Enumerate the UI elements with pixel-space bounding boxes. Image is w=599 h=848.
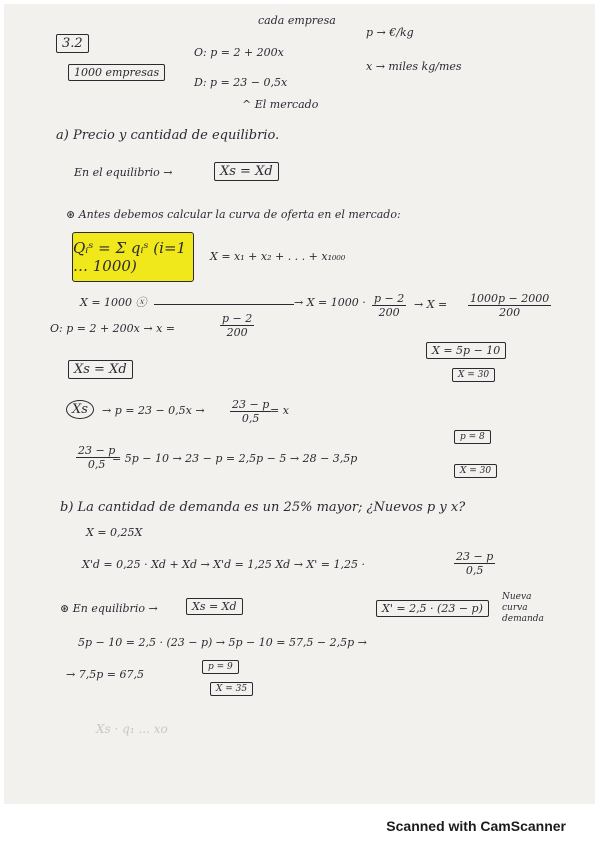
supply-equation: O: p = 2 + 200x (194, 46, 284, 59)
quantity-result-b: X = 35 (210, 682, 253, 696)
equilibrium-box: Xs = Xd (68, 360, 133, 379)
xs-circle: Xs (66, 400, 94, 419)
demand-equation: D: p = 23 − 0,5x (194, 76, 288, 89)
aggregate-x: X = 1000 ⓧ (80, 296, 147, 309)
aggregate-arrow: → X = 1000 · (294, 296, 366, 309)
new-quantity-row: X = 0,25X (86, 526, 143, 539)
fraction-numerator: p − 2 (222, 312, 253, 325)
new-demand-curve: X' = 2,5 · (23 − p) (376, 600, 489, 617)
equilibrium-condition: Xs = Xd (214, 162, 279, 181)
part-a-title: a) Precio y cantidad de equilibrio. (56, 128, 280, 143)
price-result-a: p = 8 (454, 430, 491, 444)
new-equilibrium-intro: ⊛ En equilibrio → (60, 602, 158, 615)
fraction-numerator: 23 − p (78, 444, 116, 457)
quantity-result-a2: X = 30 (454, 464, 497, 478)
note-market: ^ El mercado (242, 98, 319, 111)
individual-supply-row: O: p = 2 + 200x → x = (50, 322, 176, 335)
sum-expansion: X = x₁ + x₂ + . . . + x₁₀₀₀ (210, 250, 346, 263)
quantity-result-a: X = 30 (452, 368, 495, 382)
fraction-denominator: 0,5 (87, 458, 106, 471)
equilibrium-intro: En el equilibrio → (74, 166, 173, 179)
fraction-numerator: 23 − p (456, 550, 494, 563)
fraction-denominator: 200 (378, 306, 400, 319)
fraction-denominator: 200 (226, 326, 248, 339)
solve-row: = 5p − 10 → 23 − p = 2,5p − 5 → 28 − 3,5p (112, 452, 358, 465)
price-result-b: p = 9 (202, 660, 239, 674)
new-demand-row: X'd = 0,25 · Xd + Xd → X'd = 1,25 Xd → X' = 1,25 · (82, 558, 365, 571)
aggregate-result-fraction (468, 292, 551, 319)
firms-label: 1000 empresas (68, 64, 165, 81)
aggregate-fraction (372, 292, 406, 319)
fraction-numerator: 1000p − 2000 (470, 292, 550, 305)
note-each-firm: cada empresa (258, 14, 336, 27)
summation-formula: Qᵢˢ = Σ qᵢˢ (i=1 … 1000) (72, 232, 194, 282)
faint-erased-text: Xs · q₁ ... xo (96, 722, 168, 736)
fraction-denominator: 0,5 (465, 564, 484, 577)
long-arrow-line (154, 304, 294, 305)
market-supply-curve: X = 5p − 10 (426, 342, 506, 359)
part-b-title: b) La cantidad de demanda es un 25% mayor; ¿Nuevos p y x? (60, 500, 466, 515)
fraction-denominator: 0,5 (241, 412, 260, 425)
individual-supply-fraction (220, 312, 254, 339)
demand-solve-step: → p = 23 − 0,5x → (102, 404, 205, 417)
camscanner-footer: Scanned with CamScanner (386, 818, 566, 834)
new-demand-fraction (454, 550, 495, 577)
new-solve-row1: 5p − 10 = 2,5 · (23 − p) → 5p − 10 = 57,5 − 2,5p → (78, 636, 367, 649)
demand-step-tail: = x (270, 404, 289, 417)
new-solve-row2: → 7,5p = 67,5 (66, 668, 144, 681)
fraction-numerator: p − 2 (374, 292, 405, 305)
scanned-page (4, 4, 595, 804)
demand-fraction (230, 398, 271, 425)
new-demand-note: Nueva curva demanda (502, 592, 544, 624)
new-equilibrium-condition: Xs = Xd (186, 598, 243, 615)
exercise-number: 3.2 (56, 34, 89, 53)
unit-price: p → €/kg (366, 26, 414, 39)
fraction-numerator: 23 − p (232, 398, 270, 411)
aggregate-supply-note: ⊛ Antes debemos calcular la curva de oferta en el mercado: (66, 208, 401, 221)
aggregate-result-lhs: → X = (414, 298, 448, 311)
unit-quantity: x → miles kg/mes (366, 60, 462, 73)
fraction-denominator: 200 (499, 306, 521, 319)
